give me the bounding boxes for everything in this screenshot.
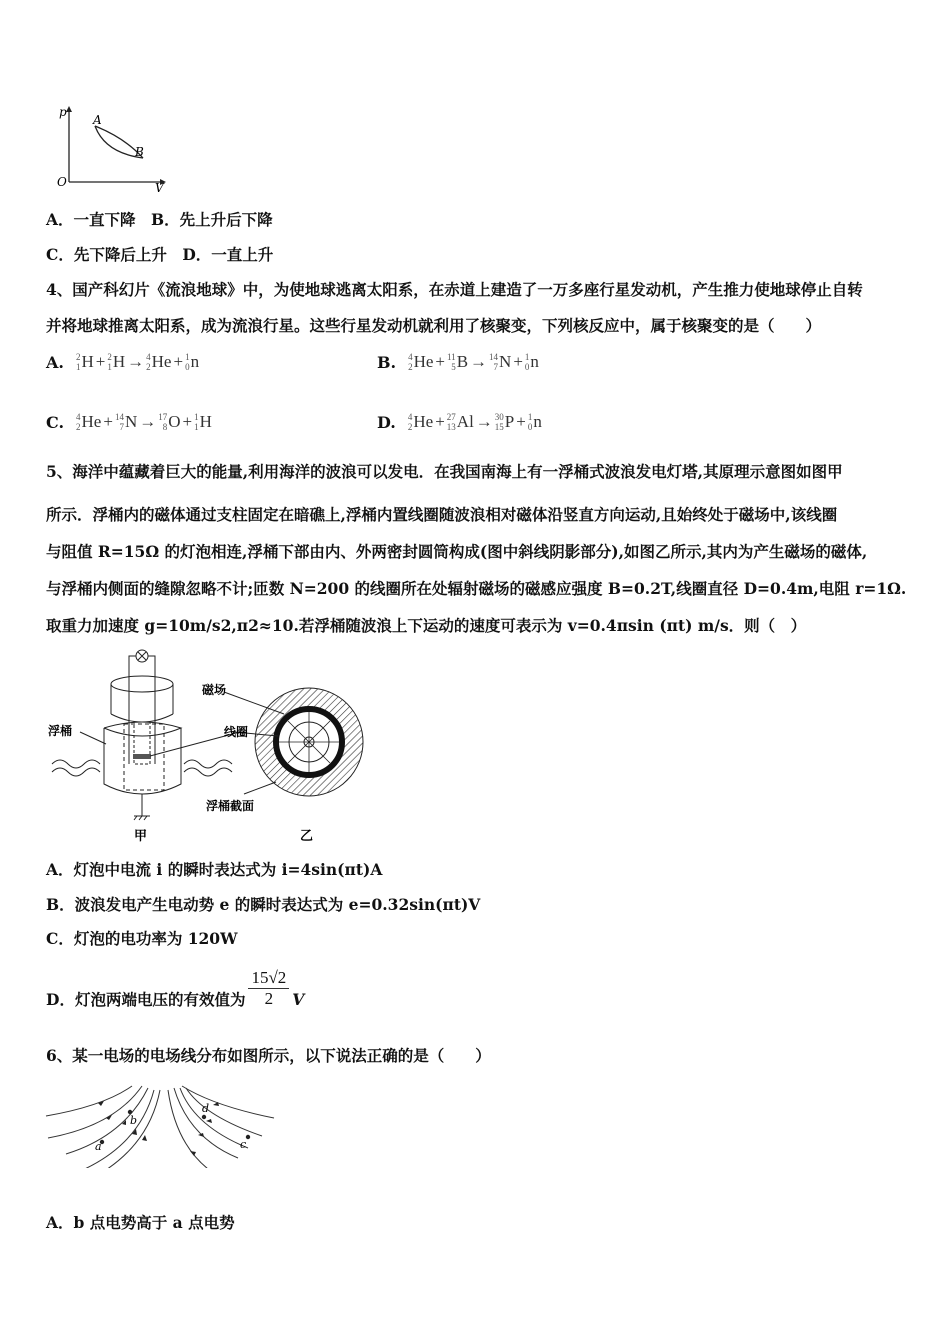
mass-number: 14 bbox=[114, 412, 124, 422]
pv-graph bbox=[45, 98, 175, 194]
isotope-numbers bbox=[107, 352, 112, 372]
q5-option-d[interactable] bbox=[46, 966, 304, 1010]
q5-stem-line3: 与阻值 R=15Ω 的灯泡相连,浮桶下部由内、外两密封圆筒构成(图中斜线阴影部分),如图乙所示,其内为产生磁场的磁体, bbox=[46, 542, 868, 561]
fraction bbox=[248, 968, 289, 1009]
nuclide bbox=[408, 412, 433, 432]
q3-options-line1: A．一直下降 B．先上升后下降 bbox=[46, 210, 273, 229]
element-symbol: O bbox=[168, 412, 181, 431]
mass-number: 17 bbox=[158, 412, 168, 422]
arrow-symbol: → bbox=[127, 352, 145, 371]
q5-option-c[interactable]: C．灯泡的电功率为 120W bbox=[46, 929, 238, 948]
nuclide bbox=[107, 352, 125, 372]
q5-stem-line2: 所示．浮桶内的磁体通过支柱固定在暗礁上,浮桶内置线圈随波浪相对磁体沿竖直方向运动,且始终处于磁场中,该线圈 bbox=[46, 505, 838, 524]
q4-stem-line2: 并将地球推离太阳系，成为流浪行星。这些行星发动机就利用了核聚变，下列核反应中，属于核聚变的是（ ） bbox=[46, 316, 822, 335]
q5-option-b[interactable]: B．波浪发电产生电动势 e 的瞬时表达式为 e=0.32sin(πt)V bbox=[46, 895, 481, 914]
atomic-number: 0 bbox=[185, 362, 190, 372]
mass-number: 1 bbox=[185, 352, 190, 362]
element-symbol: n bbox=[530, 352, 539, 371]
atomic-number: 1 bbox=[75, 362, 81, 372]
mass-number: 4 bbox=[146, 352, 151, 362]
option-label: D. bbox=[377, 413, 396, 432]
element-symbol: H bbox=[112, 352, 126, 371]
isotope-numbers bbox=[447, 352, 456, 372]
mass-number: 2 bbox=[75, 352, 81, 362]
plus-symbol: + bbox=[516, 412, 526, 431]
nuclide bbox=[158, 412, 180, 432]
nuclide bbox=[76, 412, 101, 432]
plus-symbol: + bbox=[173, 352, 184, 371]
element-symbol: P bbox=[504, 412, 515, 431]
mass-number: 14 bbox=[489, 352, 499, 362]
q6-option-a[interactable]: A．b 点电势高于 a 点电势 bbox=[46, 1213, 235, 1232]
q5-stem-line5: 取重力加速度 g=10m/s2,π2≈10.若浮桶随波浪上下运动的速度可表示为 v=0.4πsin (πt) m/s．则（ ） bbox=[46, 616, 807, 635]
axis-label-V: V bbox=[155, 181, 164, 194]
nuclide bbox=[447, 412, 474, 432]
plus-symbol: + bbox=[182, 412, 193, 431]
point-d-label: d bbox=[202, 1102, 210, 1115]
element-symbol: H bbox=[199, 412, 212, 431]
atomic-number: 0 bbox=[527, 422, 533, 432]
wave-generator-figure bbox=[44, 644, 374, 844]
q5-stem-line4: 与浮桶内侧面的缝隙忽略不计;匝数 N=200 的线圈所在处辐射磁场的磁感应强度 B=0.2T,线圈直径 D=0.4m,电阻 r=1Ω. bbox=[46, 579, 907, 598]
isotope-numbers bbox=[76, 412, 81, 432]
plus-symbol: + bbox=[513, 352, 523, 371]
point-c-label: c bbox=[240, 1138, 247, 1151]
atomic-number: 8 bbox=[162, 422, 168, 432]
label-yi: 乙 bbox=[300, 829, 314, 844]
mass-number: 1 bbox=[527, 412, 533, 422]
mass-number: 11 bbox=[447, 352, 456, 362]
isotope-numbers bbox=[489, 352, 498, 372]
element-symbol: Al bbox=[456, 412, 474, 431]
atomic-number: 7 bbox=[493, 362, 499, 372]
unit: V bbox=[292, 989, 305, 1009]
arrow-symbol: → bbox=[475, 412, 493, 431]
element-symbol: n bbox=[190, 352, 200, 371]
atomic-number: 2 bbox=[146, 362, 151, 372]
option-label: C. bbox=[46, 413, 65, 432]
q5-option-d-text: D．灯泡两端电压的有效值为 bbox=[46, 990, 246, 1009]
element-symbol: He bbox=[413, 412, 434, 431]
isotope-numbers bbox=[115, 412, 124, 432]
point-b-label: b bbox=[130, 1114, 138, 1127]
nuclear-equation bbox=[408, 412, 542, 432]
element-symbol: n bbox=[533, 412, 542, 431]
point-a-label: a bbox=[95, 1140, 102, 1153]
isotope-numbers bbox=[525, 352, 530, 372]
isotope-numbers bbox=[185, 352, 190, 372]
plus-symbol: + bbox=[95, 352, 106, 371]
atomic-number: 5 bbox=[451, 362, 456, 372]
mass-number: 1 bbox=[524, 352, 530, 362]
nuclide bbox=[194, 412, 212, 432]
nuclide bbox=[146, 352, 171, 372]
point-label-A: A bbox=[93, 113, 102, 127]
q4-option-d[interactable] bbox=[377, 412, 542, 432]
mass-number: 2 bbox=[107, 352, 112, 362]
axis-label-p: p bbox=[59, 105, 67, 119]
q4-option-a[interactable] bbox=[46, 352, 199, 372]
element-symbol: N bbox=[499, 352, 512, 371]
atomic-number: 2 bbox=[407, 422, 413, 432]
label-jia: 甲 bbox=[134, 829, 148, 844]
label-field: 磁场 bbox=[202, 683, 227, 697]
nuclear-equation bbox=[76, 352, 199, 372]
point-label-B: B bbox=[135, 145, 144, 159]
option-label: B. bbox=[377, 353, 397, 372]
isotope-numbers bbox=[194, 412, 199, 432]
nuclide bbox=[76, 352, 94, 372]
mass-number: 30 bbox=[494, 412, 504, 422]
q4-option-c[interactable] bbox=[46, 412, 212, 432]
nuclide bbox=[528, 412, 542, 432]
arrow-symbol: → bbox=[470, 352, 488, 371]
origin-label: O bbox=[57, 175, 67, 189]
atomic-number: 2 bbox=[408, 362, 413, 372]
element-symbol: He bbox=[413, 352, 434, 371]
mass-number: 4 bbox=[76, 412, 81, 422]
isotope-numbers bbox=[408, 352, 413, 372]
element-symbol: H bbox=[81, 352, 94, 371]
nuclide bbox=[525, 352, 539, 372]
atomic-number: 2 bbox=[76, 422, 81, 432]
element-symbol: N bbox=[124, 412, 138, 431]
isotope-numbers bbox=[408, 412, 413, 432]
nuclear-equation bbox=[408, 352, 539, 372]
plus-symbol: + bbox=[435, 412, 445, 431]
element-symbol: He bbox=[81, 412, 102, 431]
nuclide bbox=[408, 352, 433, 372]
atomic-number: 1 bbox=[194, 422, 199, 432]
fraction-numerator: 15√2 bbox=[248, 968, 289, 989]
q5-option-a[interactable]: A．灯泡中电流 i 的瞬时表达式为 i=4sin(πt)A bbox=[46, 860, 383, 879]
fraction-denominator: 2 bbox=[264, 988, 274, 1008]
q5-stem-line1: 5、海洋中蕴藏着巨大的能量,利用海洋的波浪可以发电．在我国南海上有一浮桶式波浪发电灯塔,其原理示意图如图甲 bbox=[46, 462, 843, 481]
isotope-numbers bbox=[495, 412, 504, 432]
mass-number: 4 bbox=[408, 352, 413, 362]
atomic-number: 7 bbox=[119, 422, 124, 432]
plus-symbol: + bbox=[435, 352, 446, 371]
nuclide bbox=[447, 352, 468, 372]
atomic-number: 13 bbox=[446, 422, 456, 432]
isotope-numbers bbox=[76, 352, 81, 372]
nuclide bbox=[489, 352, 511, 372]
q4-option-b[interactable] bbox=[377, 352, 539, 372]
atomic-number: 0 bbox=[524, 362, 530, 372]
mass-number: 1 bbox=[194, 412, 199, 422]
nuclear-equation bbox=[76, 412, 212, 432]
q3-options-line2: C．先下降后上升 D．一直上升 bbox=[46, 245, 274, 264]
plus-symbol: + bbox=[103, 412, 113, 431]
element-symbol: He bbox=[151, 352, 172, 371]
nuclide bbox=[495, 412, 514, 432]
option-label: A. bbox=[46, 353, 64, 372]
label-coil: 线圈 bbox=[224, 725, 249, 739]
arrow-symbol: → bbox=[139, 412, 157, 431]
atomic-number: 1 bbox=[107, 362, 112, 372]
label-section: 浮桶截面 bbox=[206, 799, 255, 813]
isotope-numbers bbox=[146, 352, 151, 372]
q6-stem: 6、某一电场的电场线分布如图所示，以下说法正确的是（ ） bbox=[46, 1046, 491, 1065]
label-float: 浮桶 bbox=[48, 724, 73, 738]
isotope-numbers bbox=[447, 412, 456, 432]
isotope-numbers bbox=[158, 412, 167, 432]
mass-number: 4 bbox=[407, 412, 413, 422]
electric-field-lines-figure bbox=[44, 1076, 284, 1168]
q4-stem-line1: 4、国产科幻片《流浪地球》中，为使地球逃离太阳系，在赤道上建造了一万多座行星发动机，产生推力使地球停止自转 bbox=[46, 280, 863, 299]
element-symbol: B bbox=[456, 352, 469, 371]
mass-number: 27 bbox=[446, 412, 456, 422]
nuclide bbox=[115, 412, 137, 432]
isotope-numbers bbox=[528, 412, 533, 432]
nuclide bbox=[185, 352, 199, 372]
atomic-number: 15 bbox=[494, 422, 504, 432]
